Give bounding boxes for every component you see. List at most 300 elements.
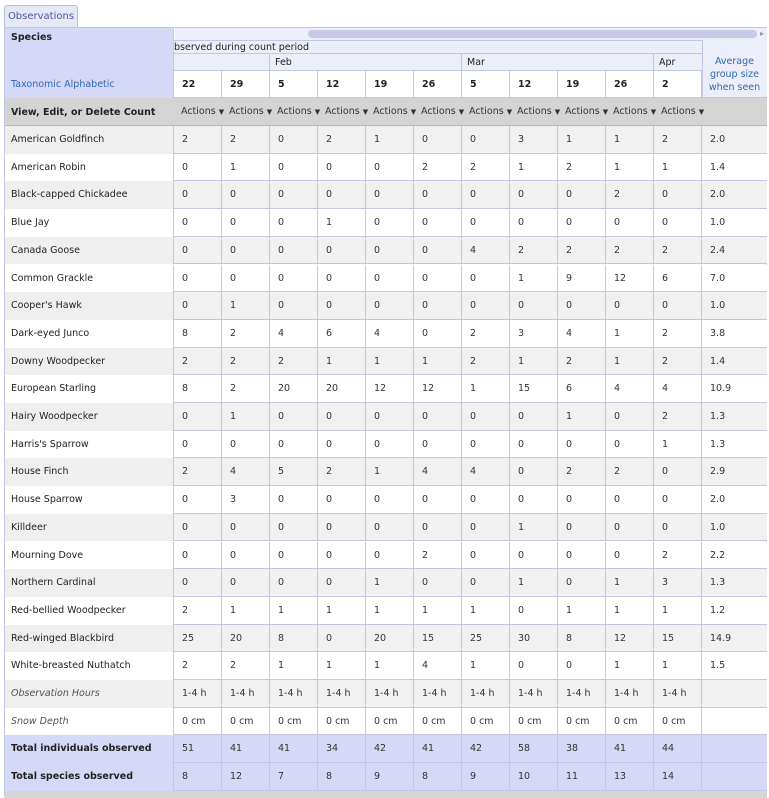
count-cell[interactable]: 1 — [366, 126, 414, 154]
value-cell: 41 — [270, 735, 318, 763]
count-cell[interactable]: 0 — [462, 542, 510, 570]
count-cell[interactable]: 0 — [174, 403, 222, 431]
count-cell[interactable]: 0 — [222, 542, 270, 570]
count-cell[interactable]: 0 — [174, 431, 222, 459]
actions-button[interactable] — [318, 98, 369, 126]
count-cell[interactable]: 0 — [222, 431, 270, 459]
count-cell[interactable]: 3 — [222, 486, 270, 514]
value-cell: 9 — [462, 763, 510, 791]
value-cell: 1-4 h — [318, 680, 366, 708]
count-cell[interactable]: 1 — [510, 154, 558, 182]
count-cell[interactable]: 2 — [654, 320, 702, 348]
count-cell[interactable]: 12 — [366, 375, 414, 403]
count-cell[interactable]: 0 — [366, 209, 414, 237]
count-cell[interactable]: 2 — [510, 237, 558, 265]
count-cell[interactable]: 0 — [414, 486, 462, 514]
count-cell[interactable]: 0 — [366, 403, 414, 431]
view-edit-label: View, Edit, or Delete Count — [11, 107, 156, 118]
count-cell[interactable]: 1 — [366, 569, 414, 597]
count-cell[interactable]: 0 — [654, 209, 702, 237]
count-cell[interactable]: 0 — [222, 569, 270, 597]
count-cell[interactable]: 1 — [462, 597, 510, 625]
count-cell[interactable]: 4 — [414, 458, 462, 486]
count-cell[interactable]: 1 — [222, 154, 270, 182]
count-cell[interactable]: 0 — [174, 542, 222, 570]
actions-button[interactable] — [510, 98, 561, 126]
count-cell[interactable]: 1 — [462, 375, 510, 403]
count-cell[interactable]: 20 — [270, 375, 318, 403]
value-cell: 9 — [366, 763, 414, 791]
date-cell: 22 — [174, 71, 222, 98]
count-cell[interactable]: 2 — [222, 375, 270, 403]
count-cell[interactable]: 0 — [510, 209, 558, 237]
species-name[interactable]: American Robin — [5, 154, 174, 182]
count-cell[interactable]: 6 — [558, 375, 606, 403]
count-cell[interactable]: 1 — [222, 292, 270, 320]
count-cell[interactable]: 0 — [318, 431, 366, 459]
value-cell: 42 — [366, 735, 414, 763]
count-cell[interactable]: 4 — [606, 375, 654, 403]
count-cell[interactable]: 4 — [366, 320, 414, 348]
count-cell[interactable]: 2 — [174, 458, 222, 486]
count-cell[interactable]: 0 — [558, 181, 606, 209]
count-cell[interactable]: 15 — [414, 625, 462, 653]
count-cell[interactable]: 1 — [414, 348, 462, 376]
count-cell[interactable]: 0 — [510, 458, 558, 486]
count-cell[interactable]: 0 — [414, 320, 462, 348]
species-name[interactable]: Harris's Sparrow — [5, 431, 174, 459]
count-cell[interactable]: 12 — [606, 265, 654, 293]
count-cell[interactable]: 2 — [654, 237, 702, 265]
count-cell[interactable]: 2 — [318, 126, 366, 154]
count-cell[interactable]: 0 — [270, 292, 318, 320]
count-cell[interactable]: 2 — [558, 237, 606, 265]
count-cell[interactable]: 0 — [270, 486, 318, 514]
value-cell: 0 cm — [270, 708, 318, 736]
actions-label: Actions — [661, 106, 696, 117]
count-cell[interactable]: 0 — [318, 237, 366, 265]
actions-button[interactable] — [414, 98, 465, 126]
species-name[interactable]: Black-capped Chickadee — [5, 181, 174, 209]
value-cell: 44 — [654, 735, 702, 763]
count-cell[interactable]: 1 — [366, 597, 414, 625]
count-cell[interactable]: 0 — [606, 542, 654, 570]
count-cell[interactable]: 2 — [174, 126, 222, 154]
count-cell[interactable]: 2 — [606, 237, 654, 265]
count-cell[interactable]: 5 — [270, 458, 318, 486]
average-header-line: when seen — [708, 82, 761, 93]
date-cell: 2 — [654, 71, 702, 98]
count-cell[interactable]: 0 — [654, 486, 702, 514]
count-cell[interactable]: 2 — [414, 154, 462, 182]
count-cell[interactable]: 0 — [510, 292, 558, 320]
count-cell[interactable]: 0 — [318, 569, 366, 597]
count-cell[interactable]: 1 — [270, 652, 318, 680]
count-cell[interactable]: 2 — [414, 542, 462, 570]
count-cell[interactable]: 0 — [510, 486, 558, 514]
count-cell[interactable]: 8 — [270, 625, 318, 653]
count-cell[interactable]: 0 — [558, 209, 606, 237]
count-cell[interactable]: 1 — [318, 209, 366, 237]
actions-button[interactable] — [606, 98, 657, 126]
count-cell[interactable]: 0 — [558, 542, 606, 570]
count-cell[interactable]: 2 — [606, 458, 654, 486]
row-label: Snow Depth — [5, 708, 174, 736]
count-cell[interactable]: 0 — [462, 431, 510, 459]
count-cell[interactable]: 1 — [222, 597, 270, 625]
species-name[interactable]: House Finch — [5, 458, 174, 486]
count-cell[interactable]: 0 — [270, 514, 318, 542]
count-cell[interactable]: 0 — [366, 542, 414, 570]
date-cell: 5 — [270, 71, 318, 98]
count-cell[interactable]: 8 — [558, 625, 606, 653]
species-name[interactable]: American Goldfinch — [5, 126, 174, 154]
value-cell: 1-4 h — [606, 680, 654, 708]
count-cell[interactable]: 0 — [174, 265, 222, 293]
count-cell[interactable]: 0 — [270, 181, 318, 209]
count-cell[interactable]: 0 — [270, 209, 318, 237]
average-cell: 1.3 — [710, 577, 726, 589]
count-cell[interactable]: 1 — [558, 597, 606, 625]
species-name[interactable]: Mourning Dove — [5, 542, 174, 570]
chevron-down-icon: ▼ — [218, 108, 225, 116]
value-cell: 7 — [270, 763, 318, 791]
count-cell[interactable]: 0 — [558, 292, 606, 320]
species-name[interactable]: Red-winged Blackbird — [5, 625, 174, 653]
count-cell[interactable]: 0 — [462, 209, 510, 237]
actions-button[interactable] — [174, 98, 225, 126]
count-cell[interactable]: 1 — [654, 154, 702, 182]
average-cell: 1.0 — [710, 521, 726, 533]
count-cell[interactable]: 0 — [510, 403, 558, 431]
count-cell[interactable]: 0 — [414, 292, 462, 320]
species-name[interactable]: House Sparrow — [5, 486, 174, 514]
species-name[interactable]: Canada Goose — [5, 237, 174, 265]
count-cell[interactable]: 1 — [558, 403, 606, 431]
count-cell[interactable]: 0 — [558, 486, 606, 514]
count-cell[interactable]: 0 — [510, 181, 558, 209]
count-cell[interactable]: 1 — [606, 126, 654, 154]
count-cell[interactable]: 2 — [222, 320, 270, 348]
count-cell[interactable]: 2 — [174, 348, 222, 376]
count-cell[interactable]: 0 — [270, 403, 318, 431]
count-cell[interactable]: 1 — [510, 265, 558, 293]
horizontal-scrollbar[interactable] — [308, 30, 757, 38]
count-cell[interactable]: 0 — [366, 514, 414, 542]
count-cell[interactable]: 3 — [510, 320, 558, 348]
value-cell: 1-4 h — [510, 680, 558, 708]
count-cell[interactable]: 1 — [606, 348, 654, 376]
count-cell[interactable]: 0 — [366, 431, 414, 459]
count-cell[interactable]: 0 — [174, 292, 222, 320]
count-cell[interactable]: 0 — [414, 181, 462, 209]
count-cell[interactable]: 9 — [558, 265, 606, 293]
count-cell[interactable]: 1 — [606, 652, 654, 680]
count-cell[interactable]: 2 — [558, 154, 606, 182]
count-cell[interactable]: 1 — [510, 514, 558, 542]
count-cell[interactable]: 0 — [462, 265, 510, 293]
value-cell: 8 — [174, 763, 222, 791]
count-cell[interactable]: 0 — [270, 126, 318, 154]
count-cell[interactable]: 2 — [174, 597, 222, 625]
value-cell: 38 — [558, 735, 606, 763]
chevron-down-icon: ▼ — [458, 108, 465, 116]
count-cell[interactable]: 0 — [318, 265, 366, 293]
count-cell[interactable]: 20 — [366, 625, 414, 653]
count-cell[interactable]: 0 — [318, 154, 366, 182]
count-cell[interactable]: 0 — [366, 486, 414, 514]
count-cell[interactable]: 0 — [462, 292, 510, 320]
count-cell[interactable]: 3 — [510, 126, 558, 154]
count-cell[interactable]: 0 — [414, 403, 462, 431]
count-cell[interactable]: 0 — [462, 514, 510, 542]
species-name[interactable]: Killdeer — [5, 514, 174, 542]
count-cell[interactable]: 2 — [558, 348, 606, 376]
count-cell[interactable]: 8 — [174, 320, 222, 348]
count-cell[interactable]: 2 — [654, 403, 702, 431]
count-cell[interactable]: 0 — [270, 569, 318, 597]
count-cell[interactable]: 1 — [654, 431, 702, 459]
date-cell: 26 — [414, 71, 462, 98]
species-name[interactable]: Blue Jay — [5, 209, 174, 237]
chevron-down-icon: ▼ — [362, 108, 369, 116]
count-cell[interactable]: 4 — [462, 458, 510, 486]
species-name[interactable]: Downy Woodpecker — [5, 348, 174, 376]
date-cell: 29 — [222, 71, 270, 98]
count-cell[interactable]: 4 — [270, 320, 318, 348]
count-cell[interactable]: 2 — [270, 348, 318, 376]
value-cell: 0 cm — [510, 708, 558, 736]
value-cell: 1-4 h — [366, 680, 414, 708]
value-cell: 1-4 h — [558, 680, 606, 708]
count-cell[interactable]: 30 — [510, 625, 558, 653]
count-cell[interactable]: 6 — [318, 320, 366, 348]
count-cell[interactable]: 0 — [606, 431, 654, 459]
count-cell[interactable]: 0 — [318, 403, 366, 431]
sort-taxonomic-link[interactable]: Taxonomic Alphabetic — [11, 79, 115, 90]
count-cell[interactable]: 0 — [654, 458, 702, 486]
count-cell[interactable]: 0 — [606, 292, 654, 320]
count-cell[interactable]: 1 — [318, 348, 366, 376]
count-cell[interactable]: 2 — [462, 320, 510, 348]
count-cell[interactable]: 0 — [462, 569, 510, 597]
count-cell[interactable]: 1 — [606, 569, 654, 597]
count-cell[interactable]: 1 — [654, 652, 702, 680]
count-cell[interactable]: 0 — [174, 154, 222, 182]
count-cell[interactable]: 0 — [270, 542, 318, 570]
average-cell: 1.0 — [710, 300, 726, 312]
count-cell[interactable]: 25 — [174, 625, 222, 653]
actions-button[interactable] — [270, 98, 321, 126]
count-cell[interactable]: 1 — [366, 652, 414, 680]
count-cell[interactable]: 0 — [558, 431, 606, 459]
count-cell[interactable]: 0 — [222, 237, 270, 265]
species-name[interactable]: Red-bellied Woodpecker — [5, 597, 174, 625]
species-name[interactable]: Common Grackle — [5, 265, 174, 293]
count-cell[interactable]: 0 — [654, 181, 702, 209]
species-name[interactable]: Hairy Woodpecker — [5, 403, 174, 431]
actions-button[interactable] — [222, 98, 273, 126]
count-cell[interactable]: 4 — [558, 320, 606, 348]
count-cell[interactable]: 1 — [510, 569, 558, 597]
actions-button[interactable] — [366, 98, 417, 126]
count-cell[interactable]: 2 — [222, 348, 270, 376]
value-cell: 41 — [414, 735, 462, 763]
count-cell[interactable]: 1 — [414, 597, 462, 625]
count-cell[interactable]: 1 — [606, 320, 654, 348]
scroll-right-arrow-icon[interactable]: ▸ — [759, 29, 764, 38]
count-cell[interactable]: 0 — [222, 514, 270, 542]
count-cell[interactable]: 0 — [318, 292, 366, 320]
count-cell[interactable]: 2 — [654, 348, 702, 376]
chevron-down-icon: ▼ — [698, 108, 705, 116]
count-cell[interactable]: 1 — [318, 597, 366, 625]
count-cell[interactable]: 0 — [510, 597, 558, 625]
count-cell[interactable]: 1 — [366, 348, 414, 376]
count-cell[interactable]: 0 — [270, 154, 318, 182]
count-cell[interactable]: 0 — [462, 486, 510, 514]
count-cell[interactable]: 0 — [654, 514, 702, 542]
count-cell[interactable]: 1 — [222, 403, 270, 431]
count-cell[interactable]: 0 — [318, 542, 366, 570]
count-cell[interactable]: 0 — [414, 126, 462, 154]
species-name[interactable]: Cooper's Hawk — [5, 292, 174, 320]
count-cell[interactable]: 0 — [654, 292, 702, 320]
count-cell[interactable]: 4 — [462, 237, 510, 265]
count-cell[interactable]: 1 — [462, 652, 510, 680]
count-cell[interactable]: 0 — [174, 486, 222, 514]
average-cell: 1.4 — [710, 161, 726, 173]
count-cell[interactable]: 0 — [222, 181, 270, 209]
actions-label: Actions — [229, 106, 264, 117]
count-cell[interactable]: 2 — [222, 652, 270, 680]
count-cell[interactable]: 1 — [510, 348, 558, 376]
count-cell[interactable]: 1 — [270, 597, 318, 625]
value-cell: 10 — [510, 763, 558, 791]
count-cell[interactable]: 0 — [462, 403, 510, 431]
value-cell: 0 cm — [318, 708, 366, 736]
count-cell[interactable]: 0 — [222, 209, 270, 237]
tab-label: Observations — [7, 11, 75, 22]
count-cell[interactable]: 0 — [174, 237, 222, 265]
count-cell[interactable]: 0 — [318, 486, 366, 514]
count-cell[interactable]: 0 — [318, 514, 366, 542]
tab-observations[interactable] — [4, 5, 78, 27]
count-cell[interactable]: 1 — [366, 458, 414, 486]
count-cell[interactable]: 0 — [414, 237, 462, 265]
count-cell[interactable]: 0 — [462, 126, 510, 154]
average-cell: 2.0 — [710, 134, 726, 145]
count-cell[interactable]: 2 — [606, 181, 654, 209]
count-cell[interactable]: 0 — [366, 181, 414, 209]
count-cell[interactable]: 2 — [174, 652, 222, 680]
count-cell[interactable]: 0 — [606, 403, 654, 431]
count-cell[interactable]: 2 — [654, 126, 702, 154]
count-cell[interactable]: 2 — [558, 458, 606, 486]
count-cell[interactable]: 0 — [366, 292, 414, 320]
value-cell: 0 cm — [414, 708, 462, 736]
count-cell[interactable]: 15 — [510, 375, 558, 403]
count-cell[interactable]: 4 — [414, 652, 462, 680]
count-cell[interactable]: 0 — [222, 265, 270, 293]
count-cell[interactable]: 0 — [606, 209, 654, 237]
count-cell[interactable]: 2 — [462, 154, 510, 182]
count-cell[interactable]: 0 — [510, 431, 558, 459]
species-name[interactable]: European Starling — [5, 375, 174, 403]
count-cell[interactable]: 0 — [510, 652, 558, 680]
species-name[interactable]: Northern Cardinal — [5, 569, 174, 597]
count-cell[interactable]: 20 — [222, 625, 270, 653]
count-cell[interactable]: 0 — [270, 237, 318, 265]
count-cell[interactable]: 1 — [558, 126, 606, 154]
count-cell[interactable]: 0 — [510, 542, 558, 570]
count-cell[interactable]: 20 — [318, 375, 366, 403]
count-cell[interactable]: 15 — [654, 625, 702, 653]
count-cell[interactable]: 0 — [366, 265, 414, 293]
species-name[interactable]: Dark-eyed Junco — [5, 320, 174, 348]
count-cell[interactable]: 3 — [654, 569, 702, 597]
count-cell[interactable]: 2 — [222, 126, 270, 154]
count-cell[interactable]: 4 — [222, 458, 270, 486]
count-cell[interactable]: 0 — [318, 625, 366, 653]
date-cell: 26 — [606, 71, 654, 98]
count-cell[interactable]: 1 — [606, 597, 654, 625]
count-cell[interactable]: 4 — [654, 375, 702, 403]
count-cell[interactable]: 0 — [558, 514, 606, 542]
count-cell[interactable]: 1 — [318, 652, 366, 680]
actions-button[interactable] — [558, 98, 609, 126]
count-cell[interactable]: 0 — [558, 569, 606, 597]
month-label: Feb — [275, 57, 292, 68]
count-cell[interactable]: 6 — [654, 265, 702, 293]
count-cell[interactable]: 0 — [414, 514, 462, 542]
count-cell[interactable]: 8 — [174, 375, 222, 403]
count-cell[interactable]: 0 — [174, 209, 222, 237]
count-cell[interactable]: 0 — [414, 569, 462, 597]
actions-button[interactable] — [654, 98, 705, 126]
count-cell[interactable]: 0 — [414, 209, 462, 237]
count-cell[interactable]: 0 — [606, 514, 654, 542]
count-cell[interactable]: 1 — [654, 597, 702, 625]
count-cell[interactable]: 0 — [558, 652, 606, 680]
count-cell[interactable]: 0 — [414, 265, 462, 293]
count-cell[interactable]: 25 — [462, 625, 510, 653]
chevron-down-icon: ▼ — [506, 108, 513, 116]
species-name[interactable]: White-breasted Nuthatch — [5, 652, 174, 680]
average-cell: 14.9 — [710, 632, 732, 644]
count-cell[interactable]: 0 — [366, 154, 414, 182]
count-cell[interactable]: 12 — [606, 625, 654, 653]
count-cell[interactable]: 12 — [414, 375, 462, 403]
count-cell[interactable]: 2 — [462, 348, 510, 376]
count-cell[interactable]: 0 — [366, 237, 414, 265]
count-cell[interactable]: 0 — [174, 514, 222, 542]
count-cell[interactable]: 0 — [462, 181, 510, 209]
count-cell[interactable]: 1 — [606, 154, 654, 182]
value-cell: 0 cm — [558, 708, 606, 736]
count-cell[interactable]: 0 — [174, 181, 222, 209]
count-cell[interactable]: 0 — [414, 431, 462, 459]
date-cell: 19 — [558, 71, 606, 98]
count-cell[interactable]: 2 — [654, 542, 702, 570]
count-cell[interactable]: 0 — [174, 569, 222, 597]
actions-button[interactable] — [462, 98, 513, 126]
count-cell[interactable]: 0 — [606, 486, 654, 514]
count-cell[interactable]: 2 — [318, 458, 366, 486]
count-cell[interactable]: 0 — [318, 181, 366, 209]
count-cell[interactable]: 0 — [270, 265, 318, 293]
count-cell[interactable]: 0 — [270, 431, 318, 459]
